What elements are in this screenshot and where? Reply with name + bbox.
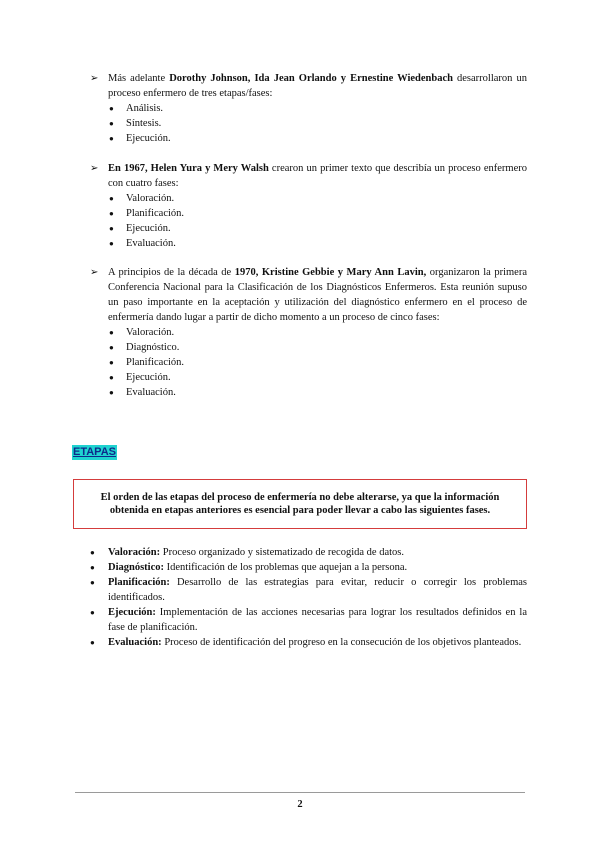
phase-list bbox=[109, 325, 527, 400]
phase-item: ● Evaluación. bbox=[109, 385, 527, 400]
history-paragraph bbox=[108, 265, 527, 325]
intro-text: Más adelante bbox=[108, 73, 170, 84]
stage-term: Diagnóstico: bbox=[108, 562, 164, 573]
section-heading-etapas: ETAPAS bbox=[73, 446, 116, 458]
phase-item: ● Síntesis. bbox=[109, 116, 527, 131]
footer-divider bbox=[75, 792, 525, 793]
notice-text: El orden de las etapas del proceso de enfermería no debe alterarse, ya que la información obtenida en etapas anteriores es esencial para poder llevar a cabo las siguientes fases. bbox=[100, 492, 500, 516]
phase-item: ● Ejecución. bbox=[109, 131, 527, 146]
stage-term: Evaluación: bbox=[108, 637, 162, 648]
history-item bbox=[90, 71, 527, 146]
notice-box bbox=[73, 479, 527, 529]
stage-term: Planificación: bbox=[108, 577, 170, 588]
stage-description: Identificación de los problemas que aquejan a la persona. bbox=[164, 562, 408, 573]
page-number: 2 bbox=[297, 799, 303, 810]
intro-text: crearon un primer texto que describía un proceso enfermero con cuatro fases: bbox=[108, 163, 527, 189]
stage-item bbox=[90, 575, 527, 605]
intro-bold-text: En 1967, Helen Yura y Mery Walsh bbox=[108, 163, 269, 174]
phase-item: ● Diagnóstico. bbox=[109, 340, 527, 355]
phase-item: ● Valoración. bbox=[109, 191, 527, 206]
stage-description: Proceso de identificación del progreso en la consecución de los objetivos planteados. bbox=[161, 637, 522, 648]
stage-item bbox=[90, 635, 527, 650]
intro-text: A principios de la década de bbox=[108, 267, 235, 278]
history-item bbox=[90, 265, 527, 400]
history-paragraph bbox=[108, 71, 527, 101]
phase-item: ● Ejecución. bbox=[109, 221, 527, 236]
intro-bold-text: Dorothy Johnson, Ida Jean Orlando y Ernestine Wiedenbach bbox=[169, 73, 453, 84]
intro-text: organizaron la primera Conferencia Nacional para la Clasificación de los Diagnósticos Enfermeros. Esta reunión supuso un paso importante en la aceptación y utilización del diagnóstico enfermero en el proceso de enfermería dando lugar a partir de dicho momento a un proceso de cinco fases: bbox=[108, 267, 527, 323]
intro-text: desarrollaron un proceso enfermero de tres etapas/fases: bbox=[108, 73, 527, 99]
stage-item bbox=[90, 545, 527, 560]
phase-item: ● Ejecución. bbox=[109, 370, 527, 385]
stage-description: Implementación de las acciones necesarias para lograr los resultados definidos en la fase de planificación. bbox=[108, 607, 527, 633]
arrow-bullet-icon: ➢ bbox=[90, 73, 99, 84]
stage-description: Proceso organizado y sistematizado de recogida de datos. bbox=[160, 547, 404, 558]
stage-term: Ejecución: bbox=[108, 607, 156, 618]
phase-item: ● Valoración. bbox=[109, 325, 527, 340]
phase-item: ● Evaluación. bbox=[109, 236, 527, 251]
phase-list bbox=[109, 191, 527, 251]
stage-description: Desarrollo de las estrategias para evitar, reducir o corregir los problemas identificados. bbox=[108, 577, 527, 603]
stage-term: Valoración: bbox=[108, 547, 161, 558]
arrow-bullet-icon: ➢ bbox=[90, 267, 99, 278]
stage-item bbox=[90, 560, 527, 575]
phase-item: ● Análisis. bbox=[109, 101, 527, 116]
stage-item bbox=[90, 605, 527, 635]
phase-list bbox=[109, 101, 527, 146]
phase-item: ● Planificación. bbox=[109, 206, 527, 221]
arrow-bullet-icon: ➢ bbox=[90, 163, 99, 174]
phase-item: ● Planificación. bbox=[109, 355, 527, 370]
intro-bold-text: 1970, Kristine Gebbie y Mary Ann Lavin, bbox=[234, 267, 427, 278]
history-item bbox=[90, 161, 527, 251]
history-paragraph bbox=[108, 161, 527, 191]
stage-list bbox=[90, 545, 527, 650]
